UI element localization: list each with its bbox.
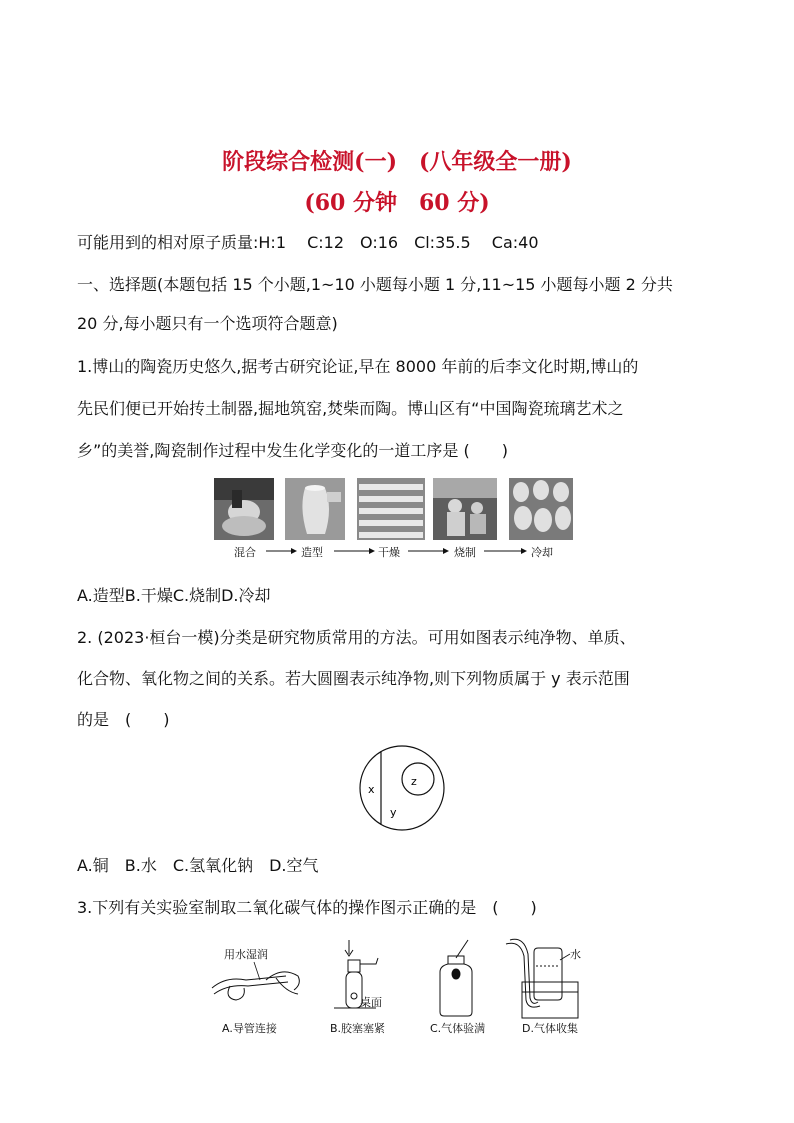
label-wet-with-water: 用水湿润: [224, 948, 268, 961]
section-heading-line1: 一、选择题(本题包括 15 个小题,1~10 小题每小题 1 分,11~15 小题每小题 2 分共: [77, 275, 673, 294]
label-desk: 桌面: [360, 996, 382, 1009]
photo-cooling: [509, 478, 573, 540]
lab-operations-figure: [206, 936, 588, 1040]
atomic-masses-note: 可能用到的相对原子质量:H:1 C:12 O:16 Cl:35.5 Ca:40: [77, 233, 539, 252]
photo-drying: [357, 478, 425, 540]
illustration-d-gas-collection: [506, 939, 578, 1018]
z-circle: [402, 763, 434, 795]
page-title: 阶段综合检测(一) (八年级全一册): [222, 149, 572, 175]
firing-photo-image: [433, 478, 497, 540]
q1-stem-line3: 乡”的美誉,陶瓷制作过程中发生化学变化的一道工序是 ( ): [77, 441, 508, 460]
label-water: 水: [570, 948, 581, 961]
cooling-photo-image: [509, 478, 573, 540]
q1-stem-line2: 先民们便已开始抟土制器,掘地筑窑,焚柴而陶。博山区有“中国陶瓷琉璃艺术之: [77, 399, 624, 418]
step-label-firing: 烧制: [454, 546, 476, 559]
drying-photo-image: [357, 478, 425, 540]
photo-shaping: [285, 478, 345, 540]
q1-options: A.造型B.干燥C.烧制D.冷却: [77, 586, 271, 605]
illustration-a-tube-connection: [212, 972, 299, 1000]
caption-a: A.导管连接: [222, 1022, 277, 1035]
photo-firing: [433, 478, 497, 540]
step-label-shaping: 造型: [301, 546, 323, 559]
page-subtitle: (60 分钟 60 分): [304, 190, 490, 216]
shaping-photo-image: [285, 478, 345, 540]
q2-options: A.铜 B.水 C.氢氧化钠 D.空气: [77, 856, 319, 875]
q2-stem-line1: 2. (2023·桓台一模)分类是研究物质常用的方法。可用如图表示纯净物、单质、: [77, 628, 636, 647]
q2-stem-line3: 的是 ( ): [77, 710, 170, 729]
q3-stem: 3.下列有关实验室制取二氧化碳气体的操作图示正确的是 ( ): [77, 898, 537, 917]
step-label-drying: 干燥: [378, 546, 400, 559]
section-heading-line2: 20 分,每小题只有一个选项符合题意): [77, 314, 338, 333]
classification-venn-diagram: [357, 743, 447, 833]
step-label-mixing: 混合: [234, 546, 256, 559]
photo-mixing: [214, 478, 274, 540]
label-y: y: [390, 806, 397, 819]
ceramic-process-figure: [214, 478, 579, 560]
caption-d: D.气体收集: [522, 1022, 578, 1035]
q2-stem-line2: 化合物、氧化物之间的关系。若大圆圈表示纯净物,则下列物质属于 y 表示范围: [77, 669, 630, 688]
q1-stem-line1: 1.博山的陶瓷历史悠久,据考古研究论证,早在 8000 年前的后李文化时期,博山的: [77, 357, 639, 376]
label-z: z: [411, 775, 417, 788]
mixing-photo-image: [214, 478, 274, 540]
step-label-cooling: 冷却: [531, 546, 553, 559]
caption-b: B.胶塞塞紧: [330, 1022, 386, 1035]
illustration-c-gas-test: [440, 940, 472, 1016]
label-x: x: [368, 783, 375, 796]
caption-c: C.气体验满: [430, 1022, 486, 1035]
